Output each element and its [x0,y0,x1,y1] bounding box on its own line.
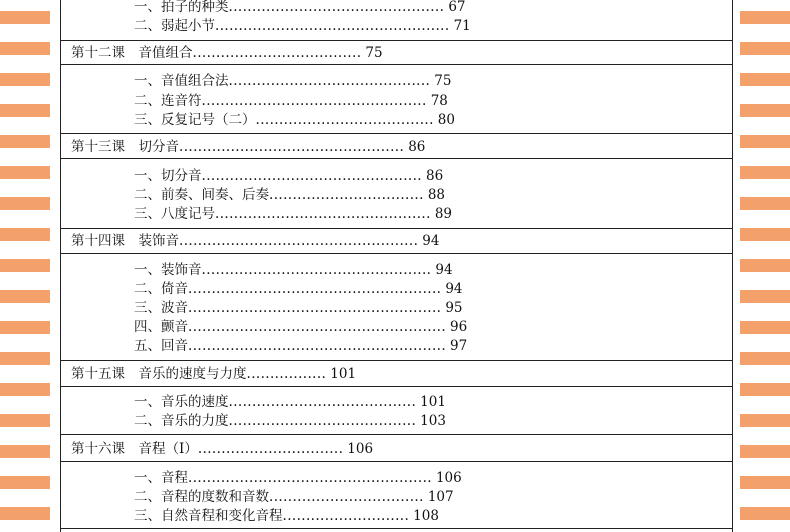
lesson-heading[interactable]: 第十三课 切分音................................................ 86 [71,139,426,155]
lesson-divider [61,461,732,462]
toc-entry[interactable]: 二、连音符................................................ 78 [134,93,448,109]
lesson-divider [61,528,732,529]
lesson-heading[interactable]: 第十四课 装饰音................................................... 94 [71,233,440,249]
lesson-divider [61,133,732,134]
lesson-divider [61,434,732,435]
toc-entry[interactable]: 一、音乐的速度........................................ 101 [134,394,446,410]
toc-entry[interactable]: 五、回音....................................................... 97 [134,338,468,354]
toc-entry[interactable]: 一、切分音............................................... 86 [134,168,444,184]
lesson-divider [61,158,732,159]
toc-entry[interactable]: 二、倚音...................................................... 94 [134,281,463,297]
toc-entry[interactable]: 一、装饰音................................................. 94 [134,262,453,278]
toc-entry[interactable]: 三、反复记号（二）...................................... 80 [134,112,455,128]
lesson-divider [61,253,732,254]
toc-entry[interactable]: 一、音值组合法........................................... 75 [134,73,452,89]
toc-entry[interactable]: 四、颤音....................................................... 96 [134,319,468,335]
toc-entry[interactable]: 一、音程.................................................... 106 [134,470,462,486]
toc-entry[interactable]: 三、自然音程和变化音程........................... 108 [134,508,439,524]
lesson-divider [61,228,732,229]
right-decorative-stripe [740,0,790,532]
toc-entry[interactable]: 三、八度记号.............................................. 89 [134,206,452,222]
lesson-divider [61,360,732,361]
toc-entry[interactable]: 一、拍子的种类.............................................. 67 [134,0,466,15]
toc-entry[interactable]: 二、音乐的力度........................................ 103 [134,413,446,429]
lesson-divider [61,40,732,41]
lesson-heading[interactable]: 第十二课 音值组合.................................... 75 [71,45,383,61]
toc-entry[interactable]: 三、波音...................................................... 95 [134,300,463,316]
lesson-divider [61,64,732,65]
lesson-heading[interactable]: 第十五课 音乐的速度与力度................. 101 [71,366,357,382]
lesson-divider [61,386,732,387]
table-of-contents [60,0,733,532]
left-decorative-stripe [0,0,50,532]
toc-entry[interactable]: 二、音程的度数和音数................................. 107 [134,489,454,505]
toc-entry[interactable]: 二、前奏、间奏、后奏................................. 88 [134,187,445,203]
toc-entry[interactable]: 二、弱起小节.................................................. 71 [134,18,471,34]
lesson-heading[interactable]: 第十六课 音程（Ⅰ）............................... 106 [71,441,374,457]
